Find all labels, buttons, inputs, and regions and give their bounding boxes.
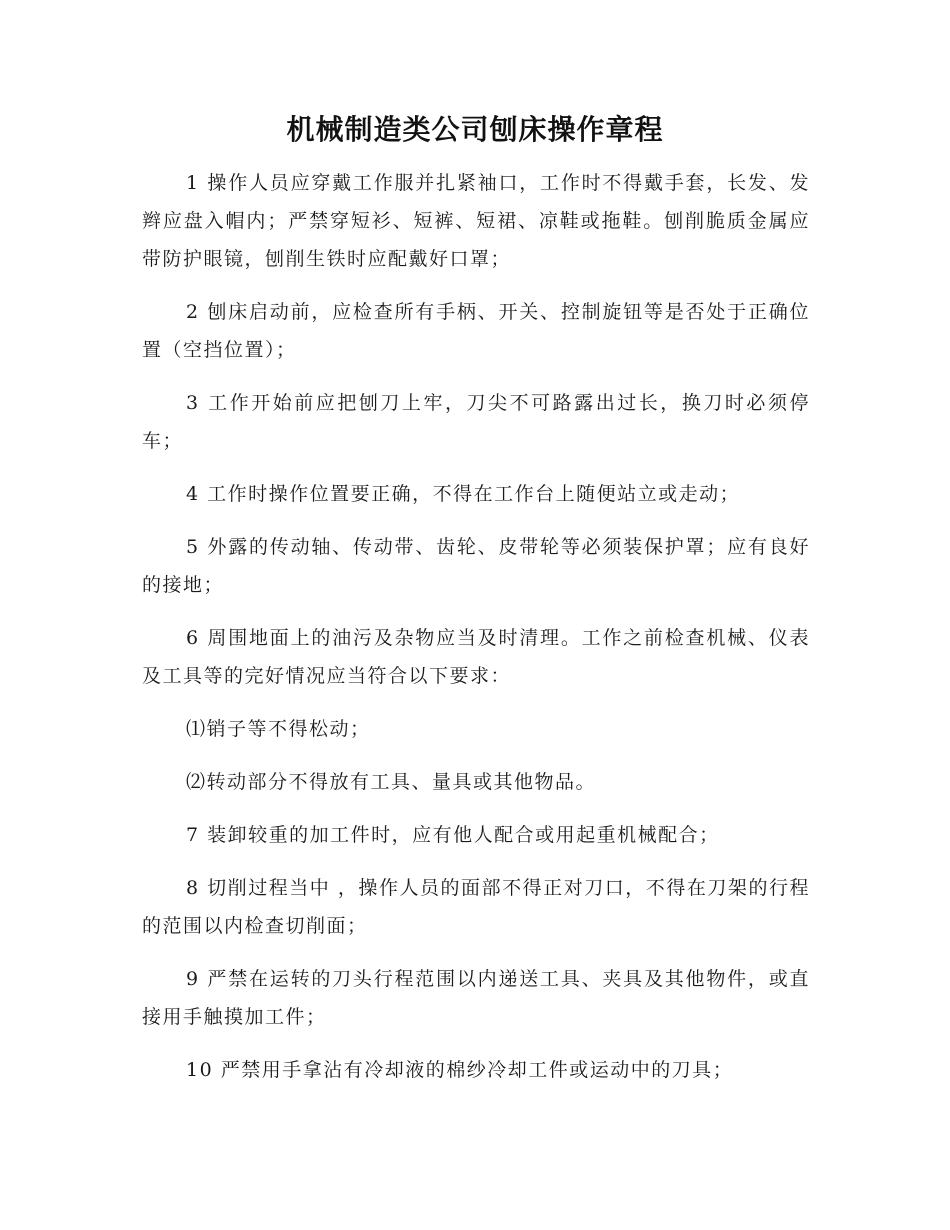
paragraph-5: 5 外露的传动轴、传动带、齿轮、皮带轮等必须装保护罩；应有良好的接地； — [142, 536, 810, 596]
paragraph-4: 4 工作时操作位置要正确，不得在工作台上随便站立或走动； — [186, 483, 741, 505]
paragraph-2: 2 刨床启动前，应检查所有手柄、开关、控制旋钮等是否处于正确位置（空挡位置）； — [142, 301, 810, 361]
paragraph-1: 1 操作人员应穿戴工作服并扎紧袖口，工作时不得戴手套，长发、发辫应盘入帽内；严禁穿短衫、短裤、短裙、凉鞋或拖鞋。刨削脆质金属应带防护眼镜，刨削生铁时应配戴好口罩； — [142, 172, 810, 270]
paragraph-8: 8 切削过程当中 ，操作人员的面部不得正对刀口，不得在刀架的行程的范围以内检查切削面； — [142, 877, 810, 937]
paragraph-6: 6 周围地面上的油污及杂物应当及时清理。工作之前检查机械、仪表及工具等的完好情况应当符合以下要求： — [142, 627, 810, 687]
document-body — [142, 164, 810, 1104]
paragraph-9: 9 严禁在运转的刀头行程范围以内递送工具、夹具及其他物件，或直接用手触摸加工件； — [142, 968, 810, 1028]
paragraph-3: 3 工作开始前应把刨刀上牢，刀尖不可路露出过长，换刀时必须停车； — [142, 392, 810, 452]
paragraph-10: 10 严禁用手拿沾有冷却液的棉纱冷却工件或运动中的刀具； — [186, 1059, 734, 1081]
document-title: 机械制造类公司刨床操作章程 — [286, 113, 664, 146]
paragraph-7: 7 装卸较重的加工件时，应有他人配合或用起重机械配合； — [186, 824, 720, 846]
sub-item-2: ⑵转动部分不得放有工具、量具或其他物品。 — [186, 771, 597, 793]
sub-item-1: ⑴销子等不得松动； — [186, 718, 371, 740]
